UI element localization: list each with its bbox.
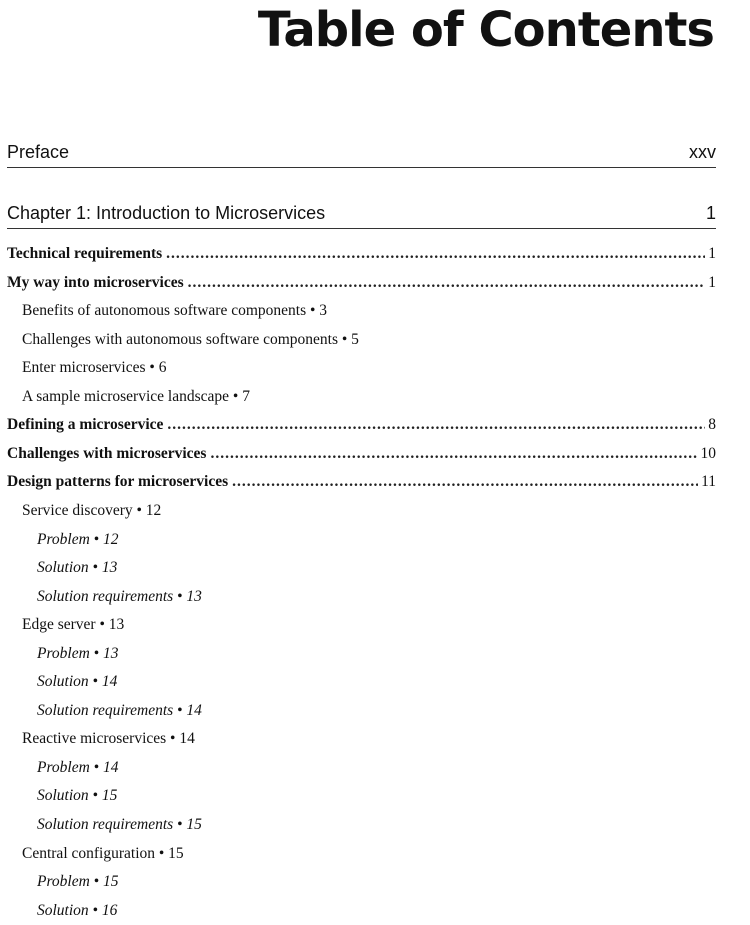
chapter-label: Chapter 1: Introduction to Microservices (7, 203, 326, 223)
page-title: Table of Contents (257, 2, 714, 58)
entry-text: Solution requirements • 15 (37, 816, 202, 833)
toc-entry-subsection[interactable] (0, 299, 750, 323)
entry-page-number: 1 (708, 245, 716, 262)
toc-entry-subsubsection[interactable] (0, 699, 750, 723)
toc-entry-subsection[interactable] (0, 613, 750, 637)
toc-entry-subsection[interactable] (0, 499, 750, 523)
entry-label: Design patterns for microservices (7, 473, 229, 491)
entry-text: Problem • 14 (37, 758, 119, 776)
entry-text: Challenges with autonomous software components • 5 (22, 330, 359, 348)
toc-entry-subsubsection[interactable] (0, 528, 750, 552)
preface-page-number: xxv (689, 142, 716, 162)
preface-heading[interactable] (7, 142, 716, 168)
entry-text: Edge server • 13 (22, 616, 125, 634)
toc-entry-subsubsection[interactable] (0, 670, 750, 694)
entry-text: Solution requirements • 13 (37, 587, 202, 605)
toc-entry-subsubsection[interactable] (0, 585, 750, 609)
entry-text: Solution • 14 (37, 673, 118, 691)
toc-entry-subsection[interactable] (0, 727, 750, 751)
preface-label: Preface (7, 142, 70, 162)
entry-page-number: 1 (708, 273, 716, 291)
entry-text: Reactive microservices • 14 (22, 730, 195, 748)
dot-leader (210, 442, 697, 466)
entry-text: Problem • 13 (37, 644, 119, 662)
toc-entry-subsubsection[interactable] (0, 642, 750, 666)
entry-label: My way into microservices (7, 273, 184, 291)
entry-page-number: 11 (701, 473, 716, 491)
entry-text: Solution • 13 (37, 559, 118, 577)
toc-entry-subsection[interactable] (0, 385, 750, 409)
entry-text: Solution • 16 (37, 901, 118, 919)
entry-text: Service discovery • 12 (22, 501, 162, 519)
dot-leader (166, 242, 705, 266)
toc-entry-section[interactable] (0, 242, 716, 266)
toc-entry-subsection[interactable] (0, 842, 750, 866)
dot-leader (232, 470, 698, 494)
dot-leader (167, 413, 705, 437)
toc-entry-subsection[interactable] (0, 356, 750, 380)
toc-entry-section[interactable] (0, 271, 716, 295)
entry-text: Benefits of autonomous software components • 3 (22, 302, 328, 320)
entry-text: Solution requirements • 14 (37, 701, 202, 719)
entry-label: Challenges with microservices (7, 444, 207, 462)
entry-label: Defining a microservice (7, 416, 164, 434)
toc-entry-section[interactable] (0, 442, 716, 466)
entry-text: A sample microservice landscape • 7 (22, 387, 250, 405)
entry-text: Enter microservices • 6 (22, 359, 167, 377)
chapter-page-number: 1 (705, 203, 716, 223)
entry-page-number: 10 (700, 444, 716, 462)
toc-entry-section[interactable] (0, 470, 716, 494)
toc-entry-subsubsection[interactable] (0, 870, 750, 894)
chapter-heading[interactable] (7, 203, 716, 229)
toc-entry-subsection[interactable] (0, 328, 750, 352)
entry-text: Problem • 12 (37, 530, 119, 548)
toc-entry-subsubsection[interactable] (0, 556, 750, 580)
entry-text: Problem • 15 (37, 873, 119, 891)
toc-entry-subsubsection[interactable] (0, 784, 750, 808)
entry-page-number: 8 (708, 416, 716, 434)
entry-text: Central configuration • 15 (22, 844, 184, 862)
entry-text: Solution • 15 (37, 787, 118, 805)
dot-leader (188, 271, 706, 295)
toc-entry-subsubsection[interactable] (0, 813, 750, 837)
toc-entry-subsubsection[interactable] (0, 899, 750, 923)
toc-entry-subsubsection[interactable] (0, 756, 750, 780)
entry-label: Technical requirements (7, 245, 163, 262)
toc-entry-section[interactable] (0, 413, 716, 437)
